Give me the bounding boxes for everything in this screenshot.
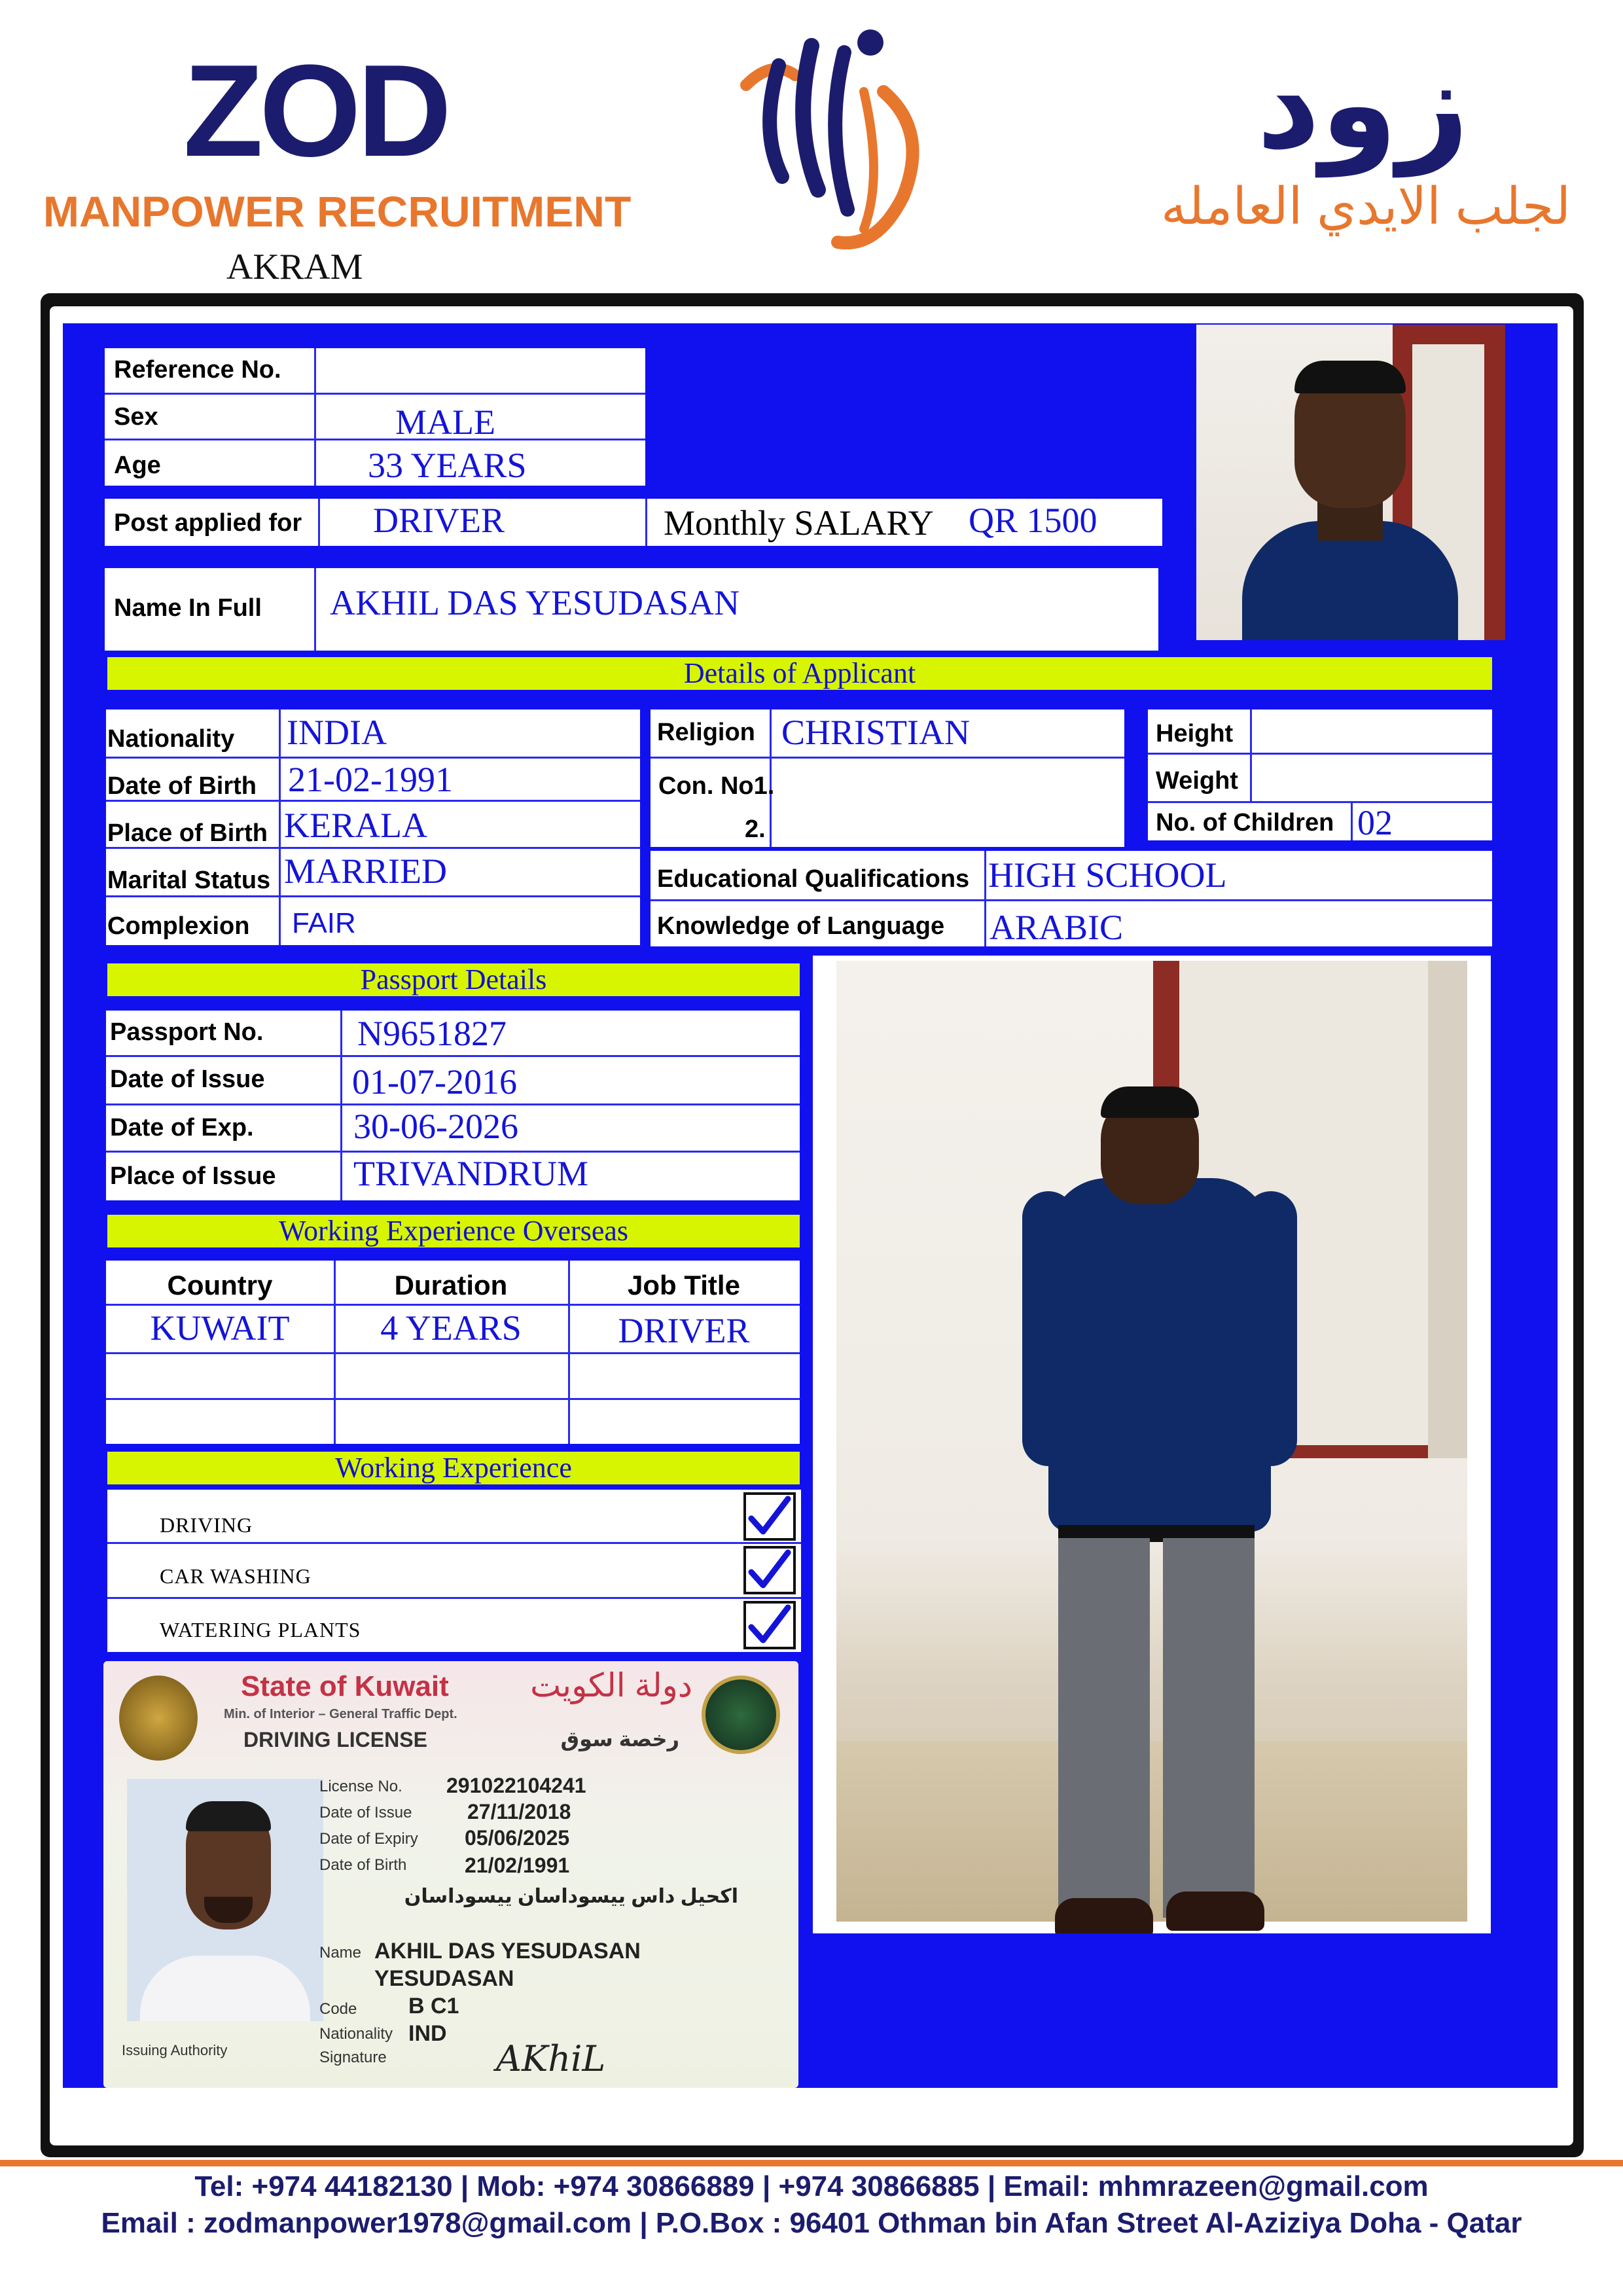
salary-value: QR 1500 — [969, 501, 1097, 540]
name-value: AKHIL DAS YESUDASAN — [330, 583, 740, 622]
license-name-label: Name — [319, 1944, 362, 1962]
pob-label: Place of Birth — [107, 819, 268, 847]
overseas-row-jobtitle: DRIVER — [618, 1311, 750, 1350]
complexion-value: FAIR — [292, 907, 356, 939]
overseas-header-country: Country — [167, 1270, 273, 1300]
passport-place-label: Place of Issue — [110, 1162, 276, 1190]
experience-checkbox[interactable] — [743, 1546, 796, 1594]
footer-contact-line2: Email : zodmanpower1978@gmail.com | P.O.Box : 96401 Othman bin Afan Street Al-Aziziya Doha - Qatar — [101, 2207, 1522, 2239]
agent-name: AKRAM — [226, 247, 363, 287]
brand-logo-text: ZOD — [183, 38, 448, 184]
license-issue: 27/11/2018 — [467, 1800, 571, 1823]
license-expiry-label: Date of Expiry — [319, 1830, 418, 1848]
experience-checkbox[interactable] — [743, 1492, 796, 1541]
passport-issue-label: Date of Issue — [110, 1066, 265, 1093]
applicant-photo-fullbody — [813, 956, 1491, 1933]
passport-no-value: N9651827 — [357, 1014, 507, 1053]
passport-exp-value: 30-06-2026 — [353, 1107, 518, 1146]
license-birth-label: Date of Birth — [319, 1856, 407, 1874]
dob-label: Date of Birth — [107, 772, 257, 800]
con2-label: 2. — [745, 816, 766, 843]
experience-item: DRIVING — [160, 1513, 253, 1537]
license-ministry: Min. of Interior – General Traffic Dept. — [224, 1707, 457, 1721]
license-birth: 21/02/1991 — [465, 1854, 570, 1877]
license-photo — [127, 1779, 323, 2021]
passport-no-label: Passport No. — [110, 1018, 264, 1046]
experience-item: CAR WASHING — [160, 1564, 312, 1588]
license-name-line1: AKHIL DAS YESUDASAN — [374, 1939, 641, 1964]
marital-label: Marital Status — [107, 867, 271, 894]
pob-value: KERALA — [284, 806, 427, 845]
education-value: HIGH SCHOOL — [988, 855, 1227, 895]
passport-place-value: TRIVANDRUM — [353, 1154, 589, 1193]
gcc-emblem-icon — [702, 1676, 780, 1754]
license-issuing-label: Issuing Authority — [122, 2042, 228, 2058]
overseas-banner: Working Experience Overseas — [107, 1215, 800, 1247]
license-no-label: License No. — [319, 1778, 402, 1795]
overseas-row-country: KUWAIT — [150, 1308, 290, 1348]
brand-subtitle: MANPOWER RECRUITMENT — [43, 187, 632, 236]
driving-license-card — [103, 1661, 798, 2088]
passport-issue-value: 01-07-2016 — [352, 1062, 517, 1102]
footer-contact-line1: Tel: +974 44182130 | Mob: +974 30866889 | +974 30866885 | Email: mhmrazeen@gmail.com — [194, 2170, 1429, 2202]
overseas-header-jobtitle: Job Title — [628, 1270, 740, 1300]
license-code-label: Code — [319, 2000, 357, 2018]
salary-label: Monthly SALARY — [664, 503, 934, 543]
sex-label: Sex — [114, 403, 158, 431]
weight-label: Weight — [1156, 767, 1238, 795]
religion-value: CHRISTIAN — [781, 713, 971, 752]
license-signature-label: Signature — [319, 2049, 387, 2066]
applicant-photo-portrait — [1196, 325, 1505, 640]
children-label: No. of Children — [1156, 809, 1334, 836]
con1-label: Con. No1. — [658, 772, 775, 800]
language-label: Knowledge of Language — [657, 912, 945, 940]
experience-item: WATERING PLANTS — [160, 1618, 361, 1641]
license-signature: AKhiL — [496, 2038, 606, 2079]
passport-banner: Passport Details — [107, 963, 800, 996]
complexion-label: Complexion — [107, 912, 250, 940]
experience-checkbox[interactable] — [743, 1601, 796, 1649]
name-label: Name In Full — [114, 594, 262, 622]
license-issue-label: Date of Issue — [319, 1804, 412, 1821]
arabic-subtitle: لجلب الايدي العامله — [1161, 177, 1571, 235]
checkmark-icon — [746, 1549, 793, 1592]
post-label: Post applied for — [114, 509, 302, 537]
footer-divider — [0, 2160, 1623, 2166]
license-title-arabic: رخصة سوق — [560, 1727, 679, 1751]
passport-exp-label: Date of Exp. — [110, 1114, 254, 1141]
religion-label: Religion — [657, 719, 755, 746]
dob-value: 21-02-1991 — [288, 760, 453, 799]
license-name-line2: YESUDASAN — [374, 1966, 514, 1991]
license-nationality-label: Nationality — [319, 2025, 393, 2043]
applicant-banner: Details of Applicant — [107, 657, 1492, 690]
license-no: 291022104241 — [446, 1774, 586, 1797]
post-value: DRIVER — [373, 501, 505, 540]
license-title: DRIVING LICENSE — [243, 1728, 427, 1751]
arabic-brand: زود — [1257, 35, 1469, 174]
age-value: 33 YEARS — [368, 446, 527, 485]
license-code: B C1 — [408, 1994, 459, 2018]
license-expiry: 05/06/2025 — [465, 1826, 570, 1850]
checkmark-icon — [746, 1495, 793, 1538]
overseas-row-duration: 4 YEARS — [380, 1308, 522, 1348]
nationality-label: Nationality — [107, 725, 235, 753]
reference-label: Reference No. — [114, 356, 281, 384]
age-label: Age — [114, 452, 161, 479]
language-value: ARABIC — [990, 908, 1124, 947]
education-label: Educational Qualifications — [657, 865, 970, 893]
license-arabic-name: اكحيل داس ييسوداسان ييسوداسان — [404, 1886, 738, 1907]
license-state: State of Kuwait — [241, 1670, 449, 1702]
license-nationality: IND — [408, 2021, 447, 2046]
children-value: 02 — [1357, 803, 1393, 842]
nationality-value: INDIA — [287, 713, 387, 752]
marital-value: MARRIED — [284, 852, 448, 891]
kuwait-emblem-icon — [119, 1676, 198, 1761]
company-logo-icon — [733, 13, 942, 262]
overseas-header-duration: Duration — [394, 1270, 508, 1300]
license-state-arabic: دولة الكويت — [530, 1667, 692, 1704]
experience-banner: Working Experience — [107, 1452, 800, 1484]
height-label: Height — [1156, 720, 1234, 747]
sex-value: MALE — [395, 403, 495, 442]
checkmark-icon — [746, 1604, 793, 1647]
